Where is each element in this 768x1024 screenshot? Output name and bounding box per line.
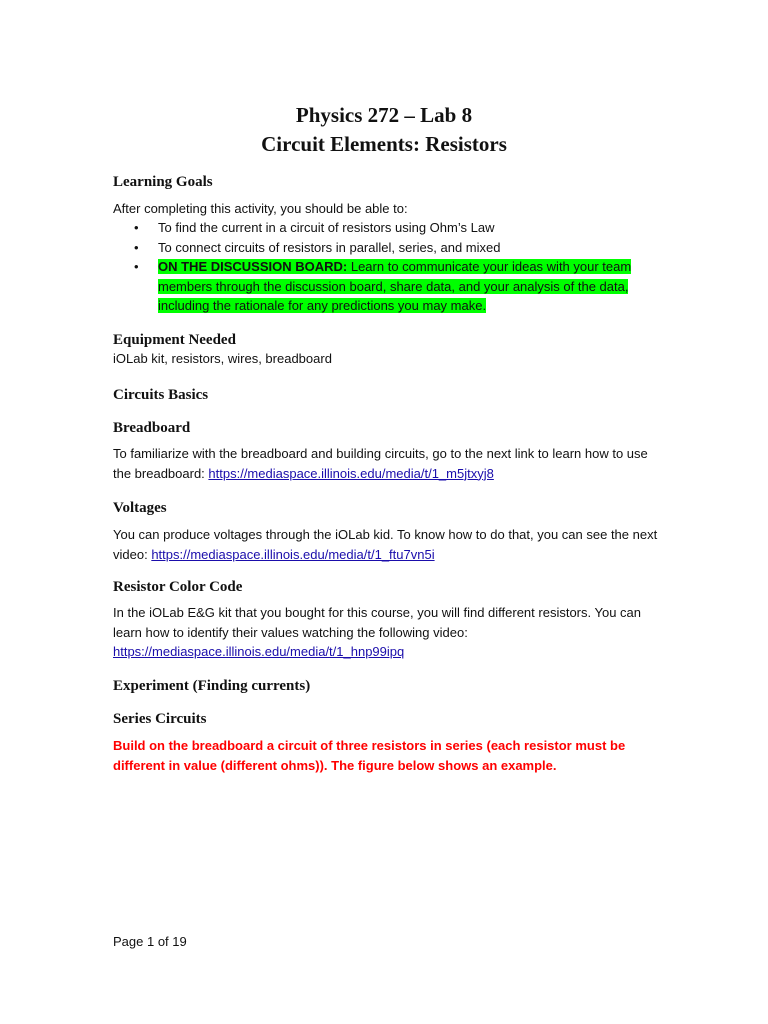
learning-goals-heading: Learning Goals	[113, 174, 213, 190]
page-number: Page 1 of 19	[113, 934, 187, 949]
breadboard-text: To familiarize with the breadboard and building circuits, go to the next link to learn how to use the breadboard:	[113, 446, 648, 481]
bullet-icon: •	[134, 220, 139, 235]
series-instruction: Build on the breadboard a circuit of three resistors in series (each resistor must be different in value (different ohms)). The figure below shows an example.	[113, 738, 626, 773]
resistor-video-link[interactable]: https://mediaspace.illinois.edu/media/t/1_hnp99ipq	[113, 644, 405, 659]
voltages-paragraph	[113, 525, 663, 564]
bullet-text: To connect circuits of resistors in parallel, series, and mixed	[158, 239, 501, 255]
breadboard-video-link[interactable]: https://mediaspace.illinois.edu/media/t/1_m5jtxyj8	[208, 465, 494, 481]
resistor-color-code-paragraph	[113, 603, 665, 662]
list-item	[113, 257, 673, 316]
voltages-video-link[interactable]: https://mediaspace.illinois.edu/media/t/1_ftu7vn5i	[151, 546, 435, 562]
list-item	[113, 218, 673, 238]
voltages-heading: Voltages	[113, 500, 167, 516]
highlighted-text	[158, 259, 631, 313]
bullet-text: To find the current in a circuit of resistors using Ohm’s Law	[158, 220, 495, 235]
highlight-bold-label: ON THE DISCUSSION BOARD:	[158, 259, 348, 274]
learning-goals-list	[113, 218, 673, 316]
resistor-color-code-heading: Resistor Color Code	[113, 579, 243, 595]
resistor-color-code-text: In the iOLab E&G kit that you bought for this course, you will find different resistors. You can learn how to identify their values watching the following video:	[113, 605, 641, 640]
title-line-2: Circuit Elements: Resistors	[261, 132, 507, 156]
bullet-icon: •	[134, 259, 139, 274]
learning-goals-intro: After completing this activity, you should be able to:	[113, 201, 408, 216]
equipment-text: iOLab kit, resistors, wires, breadboard	[113, 351, 332, 366]
breadboard-paragraph	[113, 444, 663, 483]
bullet-icon: •	[134, 239, 139, 255]
experiment-heading: Experiment (Finding currents)	[113, 678, 311, 694]
list-item	[113, 238, 673, 258]
title-line-1: Physics 272 – Lab 8	[295, 103, 473, 127]
equipment-heading: Equipment Needed	[113, 332, 236, 348]
breadboard-heading: Breadboard	[113, 420, 191, 436]
highlight-body: Learn to communicate your ideas with your team members through the discussion board, share data, and your analysis of the data, including the rationale for any predictions you may make.	[158, 259, 632, 313]
series-circuits-heading: Series Circuits	[113, 711, 207, 727]
voltages-text: You can produce voltages through the iOLab kid. To know how to do that, you can see the next video:	[113, 527, 658, 562]
circuits-basics-heading: Circuits Basics	[113, 387, 209, 403]
